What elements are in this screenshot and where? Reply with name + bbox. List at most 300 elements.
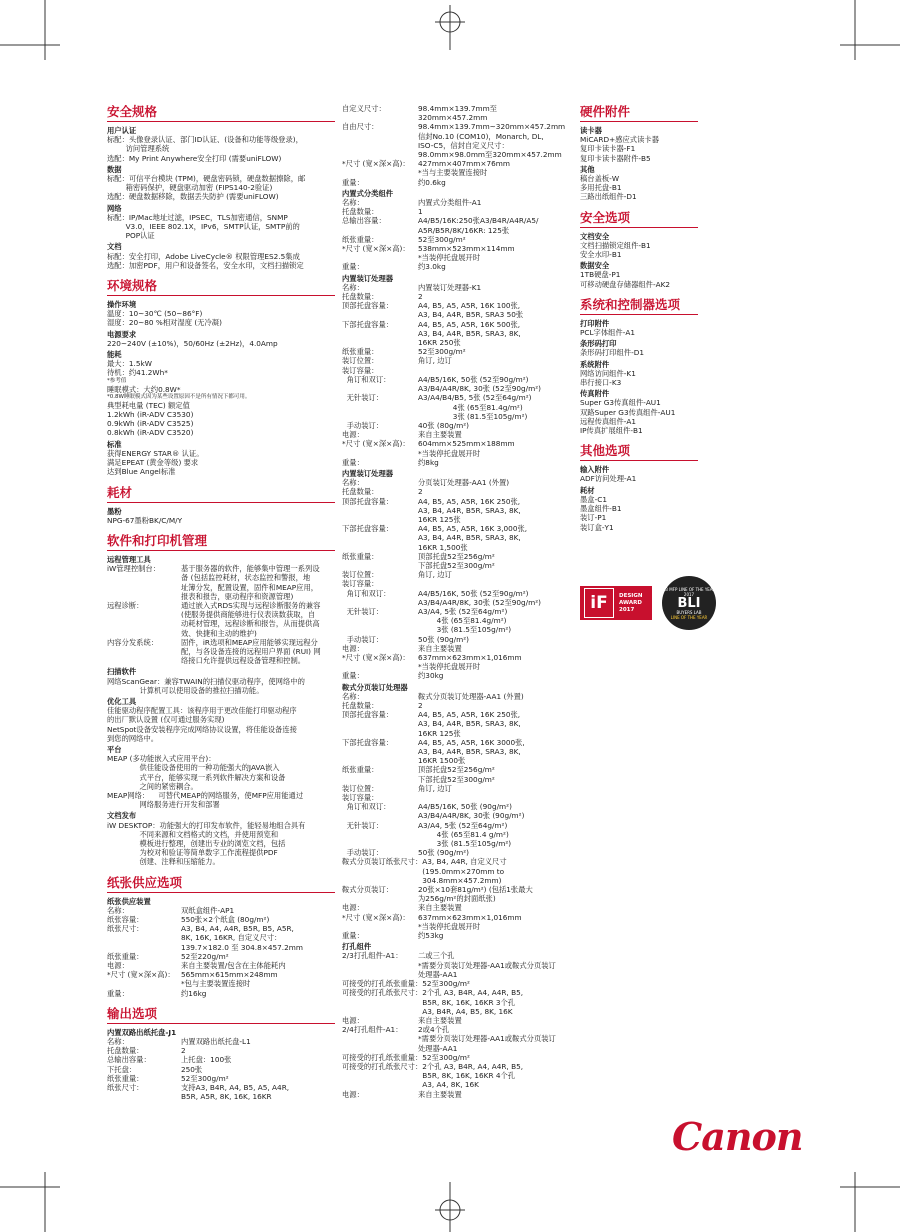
spec-value: A3/A4, 5张 (52至64g/m²) 4张 (65至81.4 g/m²) 3张 (81.5至105g/m²) bbox=[418, 820, 512, 849]
spec-key: 纸张重量： bbox=[107, 951, 144, 961]
input-heading: 输入附件 bbox=[580, 465, 610, 475]
spec-value: 鞍式分页装订处理器-AA1 (外置) bbox=[418, 691, 524, 701]
spec-row bbox=[342, 1025, 570, 1053]
spec-key: 重量： bbox=[342, 671, 364, 681]
sysatt-heading: 系统附件 bbox=[580, 359, 610, 369]
spec-value: 2个孔 A3, B4R, A4, A4R, B5, B5R, 8K, 16K, 16KR 4个孔 A3, A4, 8K, 16K bbox=[422, 1061, 524, 1090]
spec-key: 纸张重量： bbox=[342, 551, 379, 561]
remote-value: 固件，iR选项和MEAP应用能够实现远程分 配，与各设备连接的远程用户界面 (RUI) 网 络接口允许提供远程设备管理和控制。 bbox=[181, 637, 321, 666]
spec-value: 上托盘：100张 bbox=[181, 1055, 232, 1065]
spec-value: 顶部托盘52至256g/m² 下部托盘52至300g/m² bbox=[418, 551, 495, 570]
spec-row bbox=[342, 104, 570, 122]
spec-row bbox=[342, 487, 570, 496]
spec-value: 角订, 边订 bbox=[418, 356, 452, 366]
spec-key: 下部托盘容量： bbox=[342, 737, 394, 747]
network-heading: 网络 bbox=[107, 203, 122, 213]
remote-row bbox=[107, 564, 335, 601]
pub-heading: 文档发布 bbox=[107, 811, 137, 821]
data-text: 标配：可信平台模块 (TPM)，硬盘密码锁，硬盘数据擦除，邮 箱密码保护，硬盘驱动加密 (FIPS140-2验证) 选配：硬盘数据移除，数据丢失防护 (需要uniFLOW) bbox=[107, 174, 306, 202]
output-rows bbox=[107, 1037, 335, 1101]
spec-key: 电源： bbox=[342, 1089, 364, 1099]
power-heading: 电源要求 bbox=[107, 329, 137, 339]
spec-key: 可接受的打孔纸张尺寸： bbox=[342, 988, 423, 998]
spec-key: 角订和双订： bbox=[342, 374, 391, 384]
booklet-finisher-rows bbox=[342, 692, 570, 940]
cons-text: 墨盒-C1 墨盒组件-B1 装订-P1 装订盒-Y1 bbox=[580, 494, 622, 532]
bli-year: 2017 bbox=[683, 591, 695, 597]
spec-key: 下部托盘容量： bbox=[342, 524, 394, 534]
software-title: 软件和打印机管理 bbox=[107, 533, 335, 551]
consumption-heading: 能耗 bbox=[107, 350, 122, 360]
spec-row bbox=[342, 653, 570, 662]
spec-row bbox=[342, 198, 570, 207]
spec-row bbox=[342, 439, 570, 448]
inner-sorter-heading: 内置式分类组件 bbox=[342, 188, 394, 198]
spec-key: 装订位置： bbox=[342, 356, 379, 366]
platform-text: MEAP (多功能嵌入式应用平台)： 供佳能设备使用的一种功能强大的JAVA嵌入 式平台，能够实现一系列软件解决方案和设备 之间的紧密耦合。 MEAP网络： 可替代MEAP的网络服务，使MFP应用能通过 网络服务进行开发和部署 bbox=[107, 754, 304, 810]
spec-key: 名称： bbox=[342, 282, 364, 292]
spec-value: A4, B5, A5, A5R, 16K 3,000张, A3, B4, A4R, B5R, SRA3, 8K, 16KR 1,500张 bbox=[418, 524, 528, 552]
toner-heading: 墨粉 bbox=[107, 506, 122, 516]
pub-text: iW DESKTOP：功能强大的打印发布软件，能轻易地组合具有 不同来源和文档格式的文档，并使用预览和 模板进行整理，创建出专业的浏览文档，包括 为校对和验证等简单数字工作流程提供PDF 创建、注释和压缩能力。 bbox=[107, 820, 306, 867]
spec-key: 纸张重量： bbox=[107, 1073, 144, 1083]
spec-row bbox=[342, 802, 570, 820]
spec-row bbox=[342, 671, 570, 680]
spec-value: 98.4mm×139.7mm至 320mm×457.2mm bbox=[418, 104, 497, 123]
spec-key: 重量： bbox=[107, 988, 129, 998]
spec-value: 二或三个孔 *需要分页装订处理器-AA1或鞍式分页装订 处理器-AA1 bbox=[418, 951, 556, 979]
spec-row bbox=[342, 951, 570, 979]
spec-key: 电源： bbox=[342, 903, 364, 913]
spec-key: 重量： bbox=[342, 177, 364, 187]
spec-row bbox=[342, 1090, 570, 1099]
toner-text: NPG-67墨粉BK/C/M/Y bbox=[107, 515, 183, 525]
spec-key: *尺寸 (宽×深×高)： bbox=[107, 970, 175, 980]
reader-text: MiCARD+感应式读卡器 复印卡读卡器-F1 复印卡读卡器附件-B5 bbox=[580, 135, 659, 163]
spec-value: *当装停托盘展开时 bbox=[418, 921, 481, 931]
spec-value: 来自主要装置 bbox=[418, 1089, 462, 1099]
spec-value bbox=[418, 793, 570, 802]
spec-row bbox=[342, 235, 570, 244]
remote-key: 内容分发系统： bbox=[107, 637, 159, 647]
spec-row bbox=[342, 253, 570, 262]
spec-value bbox=[418, 366, 570, 375]
spec-row bbox=[342, 931, 570, 940]
spec-value: 内置双路出纸托盘-L1 bbox=[181, 1037, 251, 1047]
spec-key: 托盘数量： bbox=[342, 701, 379, 710]
spec-key: 可接受的打孔纸张重量： bbox=[342, 979, 423, 989]
spec-value: 约53kg bbox=[418, 931, 444, 941]
finisher-aa1-heading: 内置装订处理器 bbox=[342, 468, 394, 478]
spec-value: 2 bbox=[418, 487, 423, 497]
spec-key: 纸张容量： bbox=[107, 915, 144, 925]
user-auth-heading: 用户认证 bbox=[107, 126, 137, 135]
bli-award-logo bbox=[662, 576, 716, 630]
spec-row bbox=[342, 122, 570, 159]
spec-key: 电源： bbox=[342, 430, 364, 440]
sleep-note: *0.8W睡眠模式因为某些设置原因不是所有情况下都可用。 bbox=[107, 393, 251, 400]
spec-value: *包与主要装置连接时 bbox=[181, 979, 251, 989]
spec-value: 538mm×523mm×114mm bbox=[418, 244, 515, 254]
other-text: 稿台盖板-W 多用托盘-B1 三路出纸组件-D1 bbox=[580, 174, 637, 202]
spec-value: 2 bbox=[418, 292, 423, 302]
bli-bottom-text: LINE OF THE YEAR bbox=[670, 614, 708, 620]
spec-row bbox=[342, 903, 570, 912]
spec-value: A3, B4, A4R, 自定义尺寸 (195.0mm×270mm to 304.8mm×457.2mm) bbox=[422, 857, 507, 885]
spec-row bbox=[342, 497, 570, 525]
spec-row bbox=[342, 570, 570, 579]
spec-key: 自定义尺寸： bbox=[342, 104, 386, 113]
spec-value: 2个孔 A3, B4R, A4, A4R, B5, B5R, 8K, 16K, 16KR 3个孔 A3, B4R, A4, B5, 8K, 16K bbox=[422, 988, 524, 1016]
finisher-aa1-rows bbox=[342, 478, 570, 680]
spec-value: 427mm×407mm×76mm bbox=[418, 159, 511, 169]
spec-row bbox=[342, 421, 570, 430]
network-text: 标配：IP/Mac地址过滤，IPSEC，TLS加密通信，SNMP V3.0，IEEE 802.1X，IPv6，SMTP认证，SMTP前的 POP认证 bbox=[107, 212, 300, 241]
spec-row bbox=[107, 1074, 335, 1083]
spec-row bbox=[107, 915, 335, 924]
tec-heading: 典型耗电量 (TEC) 额定值 bbox=[107, 400, 190, 410]
remote-row bbox=[107, 601, 335, 638]
tec-text: 1.2kWh (iR-ADV C3530) 0.9kWh (iR-ADV C3525) 0.8kWh (iR-ADV C3520) bbox=[107, 410, 194, 438]
spec-key: *尺寸 (宽×深×高)： bbox=[342, 912, 410, 922]
spec-row bbox=[342, 701, 570, 710]
spec-key: 可接受的打孔纸张尺寸： bbox=[342, 1061, 423, 1071]
spec-value: 50张 (90g/m²) bbox=[418, 634, 470, 644]
spec-value: 内置式分类组件-A1 bbox=[418, 198, 482, 208]
spec-value: 角订, 边订 bbox=[418, 570, 452, 580]
op-env-text: 温度：10~30℃ (50~86°F) 湿度：20~80 %相对湿度 (无冷凝) bbox=[107, 309, 222, 328]
spec-row bbox=[342, 857, 570, 885]
spec-key: 重量： bbox=[342, 457, 364, 467]
bli-name: BLI bbox=[677, 595, 701, 611]
spec-key: 纸张重量： bbox=[342, 765, 379, 775]
power-text: 220~240V (±10%)，50/60Hz (±2Hz)，4.0Amp bbox=[107, 338, 278, 348]
spec-key: 顶部托盘容量： bbox=[342, 496, 394, 506]
spec-key: *尺寸 (宽×深×高)： bbox=[342, 244, 410, 254]
spec-row bbox=[342, 635, 570, 644]
spec-row bbox=[342, 320, 570, 348]
print-heading: 打印附件 bbox=[580, 318, 610, 328]
spec-key: 重量： bbox=[342, 262, 364, 272]
spec-row bbox=[342, 216, 570, 234]
spec-value: 98.4mm×139.7mm~320mm×457.2mm 信封No.10 (COM10)，Monarch, DL, ISO-C5，信封自定义尺寸： 98.0mm×98.0mm至320mm×457.2mm bbox=[418, 122, 566, 160]
spec-row bbox=[342, 552, 570, 570]
spec-value: 250张 bbox=[181, 1064, 203, 1074]
spec-value: 双纸盒组件-AP1 bbox=[181, 905, 235, 915]
feeder-heading: 纸张供应装置 bbox=[107, 896, 151, 906]
spec-value: A4, B5, A5, A5R, 16K 3000张, A3, B4, A4R, B5R, SRA3, 8K, 16KR 1500张 bbox=[418, 737, 525, 766]
spec-row bbox=[342, 375, 570, 393]
data-heading: 数据 bbox=[107, 164, 122, 174]
punch-heading: 打孔组件 bbox=[342, 942, 372, 952]
spec-value: 52至220g/m² bbox=[181, 951, 229, 961]
platform-heading: 平台 bbox=[107, 744, 122, 754]
spec-row bbox=[342, 738, 570, 766]
spec-value: 20张×10套81g/m²) (包括1张最大 为256g/m²的封面纸张) bbox=[418, 885, 533, 904]
system-options-title: 系统和控制器选项 bbox=[580, 297, 698, 315]
spec-key: 名称： bbox=[107, 905, 129, 915]
spec-row bbox=[342, 1053, 570, 1062]
spec-row bbox=[342, 1016, 570, 1025]
fax-heading: 传真附件 bbox=[580, 389, 610, 399]
security-title: 安全规格 bbox=[107, 104, 335, 122]
if-award-text: DESIGN AWARD 2017 bbox=[619, 592, 643, 613]
datasec-heading: 数据安全 bbox=[580, 261, 610, 271]
spec-value: 分页装订处理器-AA1 (外置) bbox=[418, 478, 510, 488]
spec-key: 托盘数量： bbox=[342, 292, 379, 302]
remote-key: iW管理控制台： bbox=[107, 564, 161, 574]
spec-value: A4/B5/16K, 50张 (52至90g/m²) A3/B4/A4R/8K, 30张 (52至90g/m²) bbox=[418, 588, 542, 607]
column-3 bbox=[580, 104, 698, 532]
hardware-title: 硬件附件 bbox=[580, 104, 698, 122]
column-1 bbox=[107, 104, 335, 1101]
spec-row bbox=[107, 961, 335, 970]
bli-sub: BUYERS LAB bbox=[676, 609, 702, 615]
spec-value: 来自主要装置 bbox=[418, 1015, 462, 1025]
spec-key: 装订容量： bbox=[342, 579, 379, 589]
cons-heading: 耗材 bbox=[580, 485, 595, 495]
spec-key bbox=[342, 449, 418, 458]
sysatt-text: 网络访问组件-K1 串行接口-K3 bbox=[580, 368, 636, 388]
spec-key: 角订和双订： bbox=[342, 802, 391, 812]
spec-value: *当装停托盘展开时 bbox=[418, 253, 481, 263]
spec-value: 顶部托盘52至256g/m² 下部托盘52至300g/m² bbox=[418, 765, 495, 784]
spec-row bbox=[342, 710, 570, 738]
spec-row bbox=[342, 178, 570, 187]
if-mark: iF bbox=[584, 588, 614, 618]
spec-value: 来自主要装置/包含在主体能耗内 bbox=[181, 961, 286, 971]
spec-row bbox=[107, 906, 335, 915]
spec-value: 1 bbox=[418, 207, 423, 217]
spec-key: *尺寸 (宽×深×高)： bbox=[342, 652, 410, 662]
spec-key: 鞍式分页装订纸张尺寸： bbox=[342, 857, 423, 867]
spec-value: 角订, 边订 bbox=[418, 783, 452, 793]
spec-key: 无针装订： bbox=[342, 820, 384, 830]
spec-row bbox=[342, 159, 570, 168]
spec-row bbox=[342, 988, 570, 1016]
spec-key: 重量： bbox=[342, 931, 364, 941]
spec-row bbox=[107, 970, 335, 979]
spec-value: 637mm×623mm×1,016mm bbox=[418, 912, 522, 922]
finisher-k1-heading: 内置装订处理器 bbox=[342, 273, 394, 283]
spec-value: A3/A4, 5张 (52至64g/m²) 4张 (65至81.4g/m²) 3张 (81.5至105g/m²) bbox=[418, 606, 512, 635]
if-design-award-logo bbox=[580, 586, 652, 620]
spec-key: 2/3打孔组件-A1： bbox=[342, 951, 403, 961]
spec-value: 40张 (80g/m²) bbox=[418, 420, 470, 430]
spec-row bbox=[342, 244, 570, 253]
canon-logo: Canon bbox=[672, 1114, 803, 1159]
spec-row bbox=[342, 821, 570, 849]
spec-value: 565mm×615mm×248mm bbox=[181, 970, 278, 980]
spec-row bbox=[342, 356, 570, 365]
sleep-text: 睡眠模式：大约0.8W* bbox=[107, 384, 181, 394]
spec-key: 无针装订： bbox=[342, 606, 384, 616]
spec-row bbox=[342, 283, 570, 292]
op-env-heading: 操作环境 bbox=[107, 300, 137, 310]
spec-row bbox=[342, 262, 570, 271]
spec-value bbox=[418, 579, 570, 588]
spec-value: 2 bbox=[181, 1046, 186, 1056]
column-2 bbox=[342, 104, 570, 1099]
spec-row bbox=[342, 913, 570, 922]
user-auth-text: 标配：头像登录认证、部门ID认证、(设备和功能等级登录)， 访问管理系统 选配：My Print Anywhere安全打印 (需要uniFLOW) bbox=[107, 135, 303, 163]
docsec-heading: 文档安全 bbox=[580, 231, 610, 241]
spec-value: 约8kg bbox=[418, 457, 439, 467]
spec-row bbox=[342, 784, 570, 793]
spec-value: 50张 (90g/m²) bbox=[418, 848, 470, 858]
spec-value: 52至300g/m² bbox=[418, 234, 466, 244]
spec-row bbox=[107, 924, 335, 952]
spec-value: 约30kg bbox=[418, 671, 444, 681]
inner-sorter-rows bbox=[342, 198, 570, 272]
spec-key: 纸张尺寸： bbox=[107, 924, 144, 934]
spec-value: 52至300g/m² bbox=[418, 347, 466, 357]
barcode-heading: 条形码打印 bbox=[580, 339, 617, 349]
spec-key: 托盘数量： bbox=[107, 1046, 144, 1056]
spec-value: 52至300g/m² bbox=[422, 1052, 470, 1062]
spec-value: 约0.6kg bbox=[418, 177, 446, 187]
spec-key: *尺寸 (宽×深×高)： bbox=[342, 439, 410, 449]
spec-row bbox=[342, 885, 570, 903]
paper-title: 纸张供应选项 bbox=[107, 875, 335, 893]
spec-key: 2/4打孔组件-A1： bbox=[342, 1025, 403, 1035]
spec-key: 装订容量： bbox=[342, 793, 379, 803]
paper-rows bbox=[107, 906, 335, 998]
spec-key: 角订和双订： bbox=[342, 588, 391, 598]
spec-row bbox=[342, 848, 570, 857]
booklet-finisher-heading: 鞍式分页装订处理器 bbox=[342, 682, 408, 692]
spec-value: A3, B4, A4, A4R, B5R, B5, A5R, 8K, 16K, 16KR, 自定义尺寸： 139.7×182.0 至 304.8×457.2mm bbox=[181, 924, 303, 952]
spec-key: 顶部托盘容量： bbox=[342, 710, 394, 720]
spec-key: 装订位置： bbox=[342, 570, 379, 580]
spec-key: 手动装订： bbox=[342, 634, 384, 644]
fax-text: Super G3传真组件-AU1 双路Super G3传真组件-AU1 远程传真组件-A1 IP传真扩展组件-B1 bbox=[580, 398, 676, 436]
spec-row bbox=[342, 607, 570, 635]
spec-value: A4/B5/16K, 50张 (90g/m²) A3/B4/A4R/8K, 30张 (90g/m²) bbox=[418, 802, 525, 821]
print-text: PCL字体组件-A1 bbox=[580, 328, 636, 338]
spec-row bbox=[342, 292, 570, 301]
spec-value: A4/B5/16K, 50张 (52至90g/m²) A3/B4/A4R/8K, 30张 (52至90g/m²) bbox=[418, 374, 542, 394]
spec-key: 下部托盘容量： bbox=[342, 319, 394, 329]
envelope-spec-rows bbox=[342, 104, 570, 187]
spec-key: 总输出容量： bbox=[342, 216, 386, 226]
award-badges bbox=[580, 586, 716, 630]
spec-row bbox=[342, 301, 570, 319]
spec-row bbox=[342, 793, 570, 802]
spec-row bbox=[342, 662, 570, 671]
spec-value: 约16kg bbox=[181, 988, 207, 998]
spec-key: 名称： bbox=[342, 691, 364, 701]
spec-value: A4/B5/16K:250张A3/B4R/A4R/A5/ A5R/B5R/8K/16KR: 125张 bbox=[418, 216, 539, 235]
spec-key: 鞍式分页装订： bbox=[342, 885, 394, 895]
spec-key bbox=[342, 922, 418, 931]
opt-text: 佳能驱动程序配置工具：该程序用于更改佳能打印驱动程序 的出厂默认设置 (仅可通过服务实现) NetSpot设备安装程序完成网络协议设置，将佳能设备连接 到您的网络中。 bbox=[107, 706, 297, 743]
spec-value: A4, B5, A5, A5R, 16K 250张, A3, B4, A4R, B5R, SRA3, 8K, 16KR 125张 bbox=[418, 710, 521, 738]
tray-heading: 内置双路出纸托盘-J1 bbox=[107, 1027, 177, 1037]
spec-key: 电源： bbox=[342, 1015, 364, 1025]
spec-value: 来自主要装置 bbox=[418, 430, 462, 440]
spec-row bbox=[342, 478, 570, 487]
spec-key: 总输出容量： bbox=[107, 1055, 151, 1065]
spec-key: 纸张重量： bbox=[342, 347, 379, 357]
spec-row bbox=[342, 1062, 570, 1090]
spec-value: A4, B5, A5, A5R, 16K 100张, A3, B4, A4R, B5R, SRA3 50张 bbox=[418, 301, 524, 320]
spec-value: 支持A3, B4R, A4, B5, A5, A4R, B5R, A5R, 8K, 16K, 16KR bbox=[181, 1083, 290, 1102]
spec-value: 2 bbox=[418, 701, 423, 710]
spec-value: *当装停托盘展开时 bbox=[418, 448, 481, 458]
spec-key: 纸张重量： bbox=[342, 234, 379, 244]
input-text: ADF访问处理-A1 bbox=[580, 474, 637, 484]
consumption-note: *参考值 bbox=[107, 377, 127, 384]
spec-key: 手动装订： bbox=[342, 420, 384, 430]
spec-key: 可接受的打孔纸张重量： bbox=[342, 1052, 423, 1062]
spec-row bbox=[107, 952, 335, 961]
spec-row bbox=[107, 1083, 335, 1101]
spec-row bbox=[342, 458, 570, 467]
spec-value: 550张×2个纸盒 (80g/m²) bbox=[181, 915, 270, 925]
misc-options-title: 其他选项 bbox=[580, 443, 698, 461]
spec-key: *尺寸 (宽×深×高)： bbox=[342, 159, 410, 169]
spec-row bbox=[342, 979, 570, 988]
spec-row bbox=[107, 1037, 335, 1046]
spec-key bbox=[342, 662, 418, 671]
spec-key bbox=[342, 253, 418, 262]
doc-heading: 文档 bbox=[107, 242, 122, 252]
spec-value: 来自主要装置 bbox=[418, 903, 462, 913]
output-title: 输出选项 bbox=[107, 1006, 335, 1024]
spec-key: 托盘数量： bbox=[342, 487, 379, 497]
barcode-text: 条形码打印组件-D1 bbox=[580, 348, 644, 358]
spec-key bbox=[342, 168, 418, 177]
spec-value: A4, B5, A5, A5R, 16K 500张, A3, B4, A4R, B5R, SRA3, 8K, 16KR 250张 bbox=[418, 319, 521, 348]
spec-key: 装订容量： bbox=[342, 365, 379, 375]
spec-row bbox=[342, 347, 570, 356]
spec-row bbox=[342, 579, 570, 588]
spec-key bbox=[107, 979, 181, 988]
spec-value: 637mm×623mm×1,016mm bbox=[418, 652, 522, 662]
spec-value: 52至300g/m² bbox=[181, 1073, 229, 1083]
consumption-text: 最大：1.5kW 待机：约41.2Wh* bbox=[107, 359, 168, 378]
spec-row bbox=[107, 1065, 335, 1074]
remote-list bbox=[107, 564, 335, 665]
spec-value: 内置装订处理器-K1 bbox=[418, 282, 482, 292]
spec-row bbox=[107, 979, 335, 988]
spec-key: 名称： bbox=[107, 1037, 129, 1047]
datasec-text: 1TB硬盘-P1 可移动硬盘存储器组件-AK2 bbox=[580, 270, 671, 289]
spec-key: 无针装订： bbox=[342, 393, 384, 403]
spec-key: 托盘数量： bbox=[342, 207, 379, 217]
spec-key: 名称： bbox=[342, 478, 364, 488]
spec-row bbox=[342, 449, 570, 458]
spec-key: 名称： bbox=[342, 198, 364, 208]
remote-row bbox=[107, 638, 335, 666]
standards-text: 获得ENERGY STAR® 认证。 满足EPEAT (黄金等级) 要求 达到Blue Angel标准 bbox=[107, 448, 204, 477]
spec-key: 装订位置： bbox=[342, 783, 379, 793]
spec-value: *当与主要装置连接时 bbox=[418, 168, 488, 178]
security-options-title: 安全选项 bbox=[580, 210, 698, 228]
spec-value: A3/A4/B4/B5, 5张 (52至64g/m²) 4张 (65至81.4g/m²) 3张 (81.5至105g/m²) bbox=[418, 393, 532, 421]
spec-value: 约3.0kg bbox=[418, 262, 446, 272]
spec-row bbox=[107, 989, 335, 998]
spec-row bbox=[342, 922, 570, 931]
reader-heading: 读卡器 bbox=[580, 126, 602, 135]
spec-row bbox=[342, 644, 570, 653]
spec-key: 下托盘： bbox=[107, 1064, 137, 1074]
other-heading: 其他 bbox=[580, 164, 595, 174]
spec-row bbox=[107, 1055, 335, 1064]
remote-key: 远程诊断： bbox=[107, 600, 144, 610]
standards-heading: 标准 bbox=[107, 439, 122, 449]
